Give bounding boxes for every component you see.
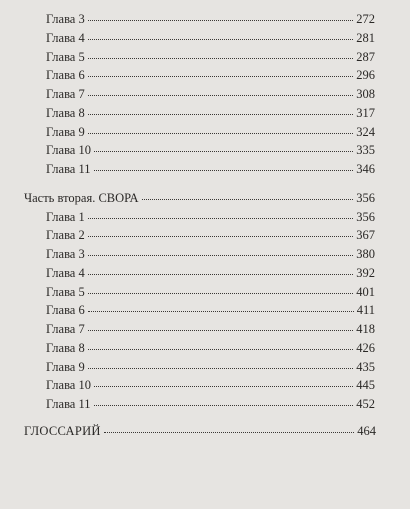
dot-leader bbox=[88, 254, 354, 256]
toc-entry-chapter-7 bbox=[46, 85, 375, 104]
toc-part-label: Часть вторая. СВОРА bbox=[24, 190, 139, 205]
toc-entry-page: 324 bbox=[356, 124, 375, 139]
toc-entry-label: Глава 7 bbox=[46, 322, 85, 336]
toc-entry-chapter-8 bbox=[46, 104, 375, 123]
toc-entry-label: Глава 2 bbox=[46, 228, 85, 243]
toc-entry-part-two-chapter-9 bbox=[46, 358, 375, 377]
toc-entry-label: Глава 7 bbox=[46, 87, 85, 101]
toc-entry-part-two bbox=[24, 189, 375, 208]
toc-entry-label: Глава 8 bbox=[46, 340, 85, 355]
toc-entry-page: 380 bbox=[356, 247, 375, 261]
toc-list bbox=[0, 10, 410, 441]
toc-entry-page: 308 bbox=[356, 87, 375, 101]
dot-leader bbox=[88, 273, 354, 275]
toc-entry-page: 452 bbox=[356, 397, 375, 411]
toc-entry-label: Глава 11 bbox=[46, 162, 91, 176]
toc-part-page: 356 bbox=[356, 190, 375, 205]
toc-entry-part-two-chapter-10 bbox=[46, 376, 375, 395]
toc-entry-part-two-chapter-6 bbox=[46, 301, 375, 320]
toc-entry-chapter-6 bbox=[46, 66, 375, 85]
toc-entry-chapter-9 bbox=[46, 123, 375, 142]
toc-entry-page: 418 bbox=[356, 322, 375, 336]
toc-entry-label: Глава 4 bbox=[46, 30, 85, 45]
dot-leader bbox=[94, 150, 353, 152]
dot-leader bbox=[88, 113, 354, 115]
toc-entry-label: Глава 5 bbox=[46, 284, 85, 299]
dot-leader bbox=[88, 217, 354, 219]
toc-entry-page: 435 bbox=[356, 359, 375, 374]
toc-entry-label: Глава 8 bbox=[46, 105, 85, 120]
toc-entry-label: Глава 10 bbox=[46, 378, 91, 393]
toc-entry-label: Глава 3 bbox=[46, 247, 85, 261]
toc-entry-chapter-3 bbox=[46, 10, 375, 29]
dot-leader bbox=[88, 19, 354, 21]
dot-leader bbox=[88, 57, 354, 59]
toc-entry-page: 445 bbox=[356, 378, 375, 393]
toc-entry-label: Глава 5 bbox=[46, 49, 85, 64]
dot-leader bbox=[94, 169, 354, 171]
dot-leader bbox=[88, 329, 354, 331]
toc-entry-page: 426 bbox=[356, 340, 375, 355]
toc-entry-page: 392 bbox=[356, 265, 375, 280]
toc-entry-page: 335 bbox=[356, 143, 375, 158]
dot-leader bbox=[88, 38, 354, 40]
toc-entry-part-two-chapter-1 bbox=[46, 208, 375, 227]
toc-entry-label: Глава 6 bbox=[46, 68, 85, 83]
toc-entry-page: 401 bbox=[356, 284, 375, 299]
toc-entry-label: Глава 9 bbox=[46, 359, 85, 374]
toc-entry-part-two-chapter-11 bbox=[46, 395, 375, 414]
toc-glossary-page: 464 bbox=[357, 423, 376, 438]
toc-entry-glossary bbox=[24, 422, 376, 441]
toc-entry-page: 272 bbox=[356, 12, 375, 26]
toc-entry-page: 281 bbox=[356, 30, 375, 45]
toc-entry-label: Глава 3 bbox=[46, 12, 85, 26]
toc-glossary-label: ГЛОССАРИЙ bbox=[24, 423, 101, 438]
toc-entry-chapter-4 bbox=[46, 29, 375, 48]
toc-entry-page: 296 bbox=[356, 68, 375, 83]
toc-entry-part-two-chapter-3 bbox=[46, 245, 375, 264]
toc-entry-label: Глава 10 bbox=[46, 143, 91, 158]
toc-entry-part-two-chapter-8 bbox=[46, 339, 375, 358]
dot-leader bbox=[94, 385, 353, 387]
dot-leader bbox=[88, 132, 354, 134]
dot-leader bbox=[142, 198, 354, 200]
dot-leader bbox=[88, 310, 354, 312]
dot-leader bbox=[94, 404, 354, 406]
toc-entry-label: Глава 6 bbox=[46, 303, 85, 318]
toc-entry-label: Глава 11 bbox=[46, 397, 91, 411]
toc-entry-label: Глава 1 bbox=[46, 209, 85, 224]
toc-entry-page: 287 bbox=[356, 49, 375, 64]
toc-entry-page: 367 bbox=[356, 228, 375, 243]
dot-leader bbox=[88, 367, 354, 369]
toc-entry-label: Глава 4 bbox=[46, 265, 85, 280]
toc-entry-label: Глава 9 bbox=[46, 124, 85, 139]
toc-entry-part-two-chapter-5 bbox=[46, 283, 375, 302]
dot-leader bbox=[88, 348, 354, 350]
toc-entry-part-two-chapter-2 bbox=[46, 226, 375, 245]
toc-entry-part-two-chapter-4 bbox=[46, 264, 375, 283]
dot-leader bbox=[88, 292, 354, 294]
toc-entry-chapter-5 bbox=[46, 48, 375, 67]
toc-entry-chapter-11 bbox=[46, 160, 375, 179]
dot-leader bbox=[104, 431, 355, 433]
toc-entry-page: 317 bbox=[356, 105, 375, 120]
toc-entry-page: 356 bbox=[356, 209, 375, 224]
dot-leader bbox=[88, 75, 354, 77]
toc-entry-page: 411 bbox=[356, 303, 375, 318]
toc-entry-page: 346 bbox=[356, 162, 375, 176]
dot-leader bbox=[88, 94, 354, 96]
dot-leader bbox=[88, 235, 354, 237]
toc-entry-part-two-chapter-7 bbox=[46, 320, 375, 339]
toc-entry-chapter-10 bbox=[46, 141, 375, 160]
